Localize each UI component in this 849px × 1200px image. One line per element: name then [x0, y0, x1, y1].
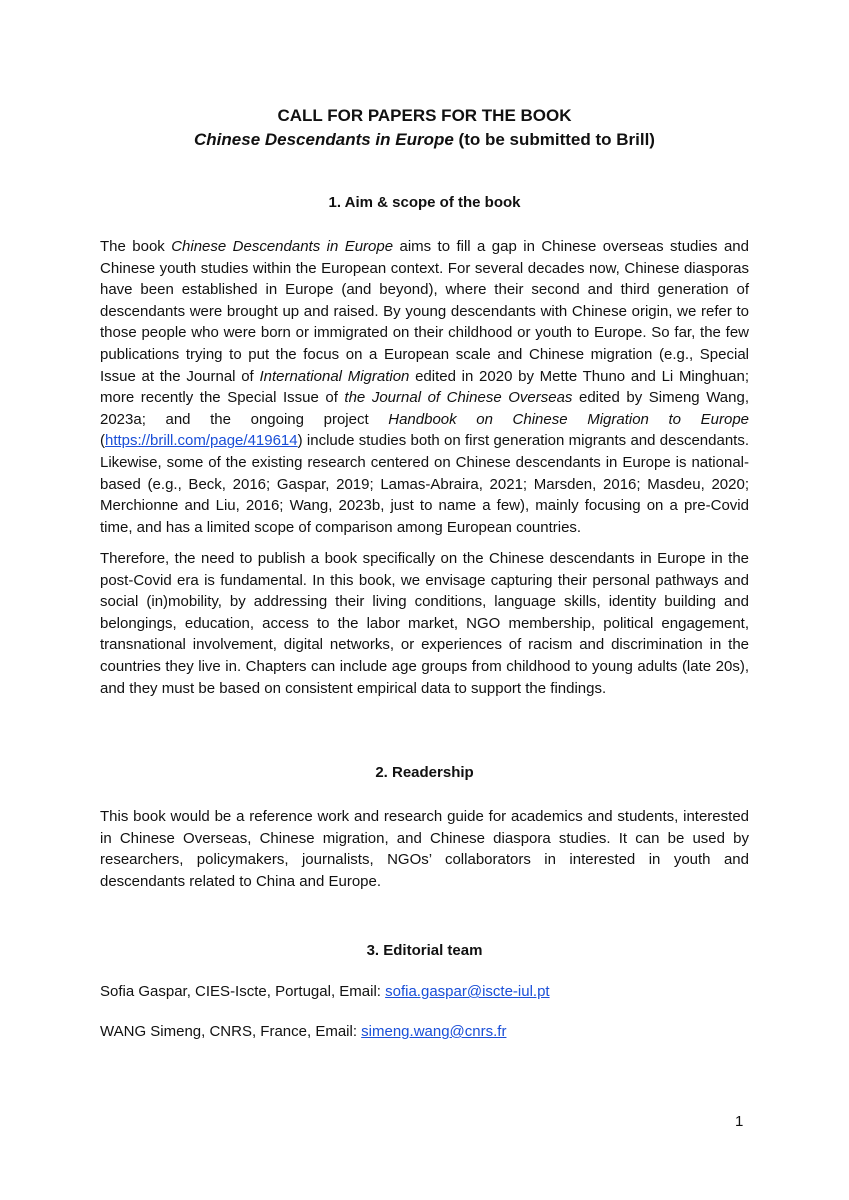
- section-heading-aim-scope: 1. Aim & scope of the book: [328, 194, 521, 211]
- editor-contact: [100, 982, 749, 1002]
- italic-journal-name: the Journal of Chinese Overseas: [344, 389, 573, 407]
- text-run: ) include studies both on first generation migrants and descendants. Likewise, some of the existing research centered on Chinese descendants in Europe is national-based (e.g., Beck, 2016; Gaspar, 2019; Lamas-Abraira, 2021; Marsden, 2016; Masdeu, 2020; Merchionne and Liu, 2016; Wang, 2023b, just to name a few), mainly focusing on a pre-Covid time, and has a limited scope of comparison among European countries.: [100, 432, 749, 536]
- readership-paragraph: This book would be a reference work and research guide for academics and students, interested in Chinese Overseas, Chinese migration, and Chinese diaspora studies. It can be used by researchers, policymakers, journalists, NGOs’ collaborators in interested in youth and descendants related to China and Europe.: [100, 808, 749, 890]
- aim-scope-paragraph-1: [100, 236, 749, 538]
- section-heading-editorial-team: 3. Editorial team: [366, 942, 483, 959]
- page-number: 1: [735, 1113, 744, 1130]
- editor-info: WANG Simeng, CNRS, France, Email:: [100, 1023, 362, 1040]
- italic-book-title: Chinese Descendants in Europe: [171, 238, 394, 255]
- italic-journal-name: International Migration: [259, 367, 410, 385]
- brill-link[interactable]: https://brill.com/page/419614: [105, 432, 298, 450]
- italic-handbook-title: Handbook on Chinese Migration to Europe: [388, 410, 749, 428]
- document-title: [100, 104, 749, 152]
- email-link[interactable]: sofia.gaspar@iscte-iul.pt: [385, 983, 550, 1000]
- title-line-1: CALL FOR PAPERS FOR THE BOOK: [277, 106, 572, 125]
- text-run: The book: [100, 238, 172, 255]
- title-line-2: [100, 128, 749, 152]
- text-run: (: [100, 432, 105, 450]
- text-run: aims to fill a gap in Chinese overseas studies and Chinese youth studies within the European context. For several decades now, Chinese diasporas have been established in Europe (and beyond), where their second and third generation of descendants were brought up and raised. By young descendants with Chinese origin, we refer to those people who were born or immigrated on their childhood or youth to Europe. So far, the few publications trying to put the focus on a European scale and Chinese migration (e.g., Special Issue at the Journal of: [100, 238, 749, 385]
- editor-info: Sofia Gaspar, CIES-Iscte, Portugal, Email:: [100, 983, 386, 1000]
- book-title: Chinese Descendants in Europe: [194, 130, 454, 149]
- title-suffix: (to be submitted to Brill): [453, 130, 655, 149]
- aim-scope-paragraph-2: Therefore, the need to publish a book specifically on the Chinese descendants in Europe in the post-Covid era is fundamental. In this book, we envisage capturing their personal pathways and social (in)mobility, by addressing their living conditions, language skills, identity building and belongings, education, access to the labor market, NGO membership, political engagement, transnational involvement, digital networks, or experiences of racism and discrimination in the countries they live in. Chapters can include age groups from childhood to young adults (late 20s), and they must be based on consistent empirical data to support the findings.: [100, 550, 749, 697]
- email-link[interactable]: simeng.wang@cnrs.fr: [361, 1023, 507, 1040]
- editor-contact: [100, 1022, 749, 1042]
- text-run: edited in 2020 by Mette Thuno and Li Minghuan; more recently the Special Issue of: [100, 367, 749, 407]
- text-run: edited by Simeng Wang, 2023a; and the ongoing project: [100, 389, 749, 428]
- section-heading-readership: 2. Readership: [375, 764, 474, 781]
